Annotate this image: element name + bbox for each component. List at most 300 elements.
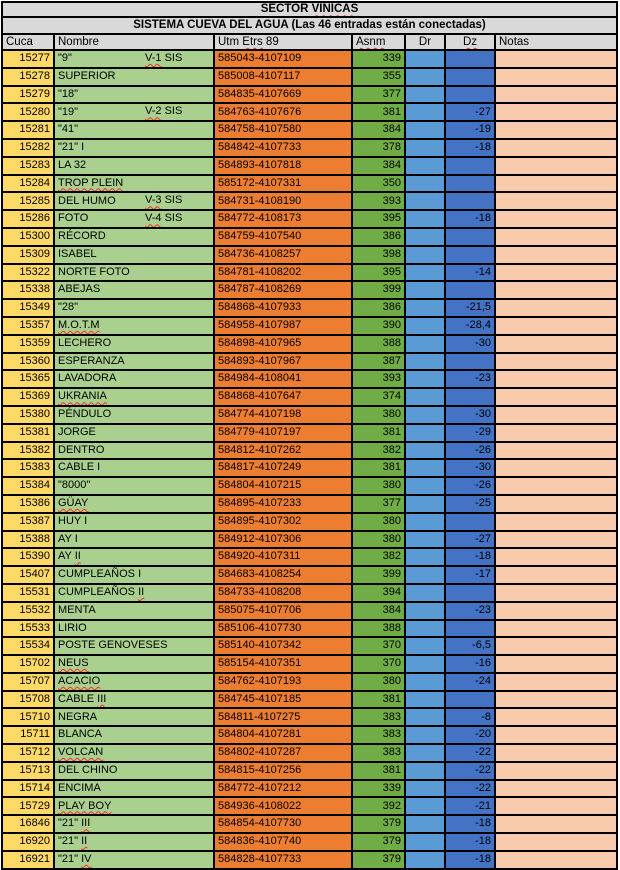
cell-notas bbox=[495, 548, 617, 566]
cell-dz bbox=[445, 246, 495, 264]
cell-asnm: 380 bbox=[352, 477, 405, 495]
cell-cuca: 15531 bbox=[2, 584, 54, 602]
cell-cuca: 15278 bbox=[2, 68, 54, 86]
cell-utm: 584868-4107933 bbox=[214, 299, 352, 317]
cell-dr bbox=[405, 228, 445, 246]
cell-dr bbox=[405, 797, 445, 815]
column-header-cuca: Cuca bbox=[2, 34, 54, 50]
cell-dr bbox=[405, 637, 445, 655]
cell-asnm: 387 bbox=[352, 353, 405, 371]
cell-cuca: 15309 bbox=[2, 246, 54, 264]
cell-notas bbox=[495, 175, 617, 193]
subtitle-row bbox=[2, 17, 617, 34]
cell-cuca: 15382 bbox=[2, 442, 54, 460]
cell-asnm: 384 bbox=[352, 121, 405, 139]
cell-nombre: DEL HUMO V-3 SIS bbox=[54, 192, 214, 210]
misspelling-squiggle: II bbox=[81, 835, 88, 848]
table-row bbox=[2, 566, 617, 584]
table-row bbox=[2, 86, 617, 104]
cell-utm: 584736-4108257 bbox=[214, 246, 352, 264]
cell-utm: 584804-4107215 bbox=[214, 477, 352, 495]
cell-dr bbox=[405, 708, 445, 726]
column-header-row bbox=[2, 34, 617, 50]
cell-nombre: "28" bbox=[54, 299, 214, 317]
cell-nombre: FOTO V-4 SIS bbox=[54, 210, 214, 228]
cell-dz: -27 bbox=[445, 103, 495, 121]
table-row bbox=[2, 388, 617, 406]
cell-asnm: 339 bbox=[352, 780, 405, 798]
cell-utm: 584984-4108041 bbox=[214, 370, 352, 388]
cell-dz bbox=[445, 584, 495, 602]
cell-cuca: 15381 bbox=[2, 424, 54, 442]
cell-dr bbox=[405, 833, 445, 851]
cell-dr bbox=[405, 815, 445, 833]
cell-nombre: AY I bbox=[54, 531, 214, 549]
cell-dr bbox=[405, 335, 445, 353]
cell-notas bbox=[495, 86, 617, 104]
cell-asnm: 395 bbox=[352, 210, 405, 228]
cell-dr bbox=[405, 495, 445, 513]
misspelling-squiggle: IV bbox=[81, 852, 92, 865]
cell-asnm: 382 bbox=[352, 442, 405, 460]
cell-cuca: 15712 bbox=[2, 744, 54, 762]
cell-notas bbox=[495, 210, 617, 228]
cell-dr bbox=[405, 210, 445, 228]
cell-nombre: SUPERIOR bbox=[54, 68, 214, 86]
cell-utm: 584759-4107540 bbox=[214, 228, 352, 246]
table-row bbox=[2, 281, 617, 299]
cell-dr bbox=[405, 86, 445, 104]
misspelling-squiggle: V-1 bbox=[145, 52, 162, 65]
column-header-dr: Dr bbox=[405, 34, 445, 50]
cell-asnm: 384 bbox=[352, 602, 405, 620]
misspelling-squiggle: Etrs bbox=[242, 35, 263, 48]
cell-asnm: 394 bbox=[352, 584, 405, 602]
cell-utm: 584893-4107967 bbox=[214, 353, 352, 371]
cell-cuca: 15390 bbox=[2, 548, 54, 566]
cell-utm: 584683-4108254 bbox=[214, 566, 352, 584]
table-row bbox=[2, 317, 617, 335]
cell-dz: -23 bbox=[445, 602, 495, 620]
cell-asnm: 381 bbox=[352, 691, 405, 709]
table-row bbox=[2, 157, 617, 175]
cell-dz: -21 bbox=[445, 797, 495, 815]
cell-notas bbox=[495, 566, 617, 584]
misspelling-squiggle: ACACIO bbox=[58, 675, 101, 688]
cell-nombre: "21" II bbox=[54, 833, 214, 851]
cell-cuca: 15357 bbox=[2, 317, 54, 335]
cell-dr bbox=[405, 353, 445, 371]
cell-notas bbox=[495, 317, 617, 335]
cell-utm: 584774-4107198 bbox=[214, 406, 352, 424]
cell-cuca: 15338 bbox=[2, 281, 54, 299]
cell-utm: 585008-4107117 bbox=[214, 68, 352, 86]
cell-asnm: 383 bbox=[352, 708, 405, 726]
cell-notas bbox=[495, 655, 617, 673]
table-row bbox=[2, 50, 617, 68]
cell-notas bbox=[495, 637, 617, 655]
cell-dr bbox=[405, 459, 445, 477]
cell-dr bbox=[405, 531, 445, 549]
cell-dr bbox=[405, 317, 445, 335]
cell-notas bbox=[495, 388, 617, 406]
cell-asnm: 380 bbox=[352, 406, 405, 424]
cell-cuca: 16846 bbox=[2, 815, 54, 833]
cell-notas bbox=[495, 68, 617, 86]
cell-cuca: 15283 bbox=[2, 157, 54, 175]
misspelling-squiggle: GÜAY bbox=[58, 497, 89, 510]
table-row bbox=[2, 655, 617, 673]
cell-asnm: 386 bbox=[352, 299, 405, 317]
table-row bbox=[2, 815, 617, 833]
cell-notas bbox=[495, 281, 617, 299]
cell-utm: 584895-4107233 bbox=[214, 495, 352, 513]
cell-asnm: 388 bbox=[352, 620, 405, 638]
cell-asnm: 395 bbox=[352, 264, 405, 282]
cell-utm: 584745-4107185 bbox=[214, 691, 352, 709]
cell-nombre: LAVADORA bbox=[54, 370, 214, 388]
cell-dr bbox=[405, 192, 445, 210]
cell-dz: -30 bbox=[445, 335, 495, 353]
table-row bbox=[2, 353, 617, 371]
cell-notas bbox=[495, 103, 617, 121]
cell-asnm: 377 bbox=[352, 495, 405, 513]
cell-dz: -18 bbox=[445, 210, 495, 228]
cell-utm: 584762-4107193 bbox=[214, 673, 352, 691]
cell-cuca: 15532 bbox=[2, 602, 54, 620]
cell-dr bbox=[405, 673, 445, 691]
cell-asnm: 393 bbox=[352, 192, 405, 210]
cell-notas bbox=[495, 513, 617, 531]
cell-cuca: 15322 bbox=[2, 264, 54, 282]
table-row bbox=[2, 584, 617, 602]
cell-cuca: 16921 bbox=[2, 851, 54, 869]
cell-dz: -22 bbox=[445, 744, 495, 762]
cell-dz: -19 bbox=[445, 121, 495, 139]
cell-dr bbox=[405, 584, 445, 602]
cell-notas bbox=[495, 602, 617, 620]
cell-asnm: 381 bbox=[352, 762, 405, 780]
cell-notas bbox=[495, 157, 617, 175]
cell-nombre: JORGE bbox=[54, 424, 214, 442]
table-row bbox=[2, 370, 617, 388]
cell-asnm: 379 bbox=[352, 815, 405, 833]
cell-nombre: BLANCA bbox=[54, 726, 214, 744]
cell-asnm: 370 bbox=[352, 655, 405, 673]
cell-notas bbox=[495, 691, 617, 709]
cell-dz: -21,5 bbox=[445, 299, 495, 317]
cell-dr bbox=[405, 406, 445, 424]
cell-nombre: LECHERO bbox=[54, 335, 214, 353]
cell-dz bbox=[445, 192, 495, 210]
cell-dr bbox=[405, 424, 445, 442]
cell-notas bbox=[495, 50, 617, 68]
cell-cuca: 15369 bbox=[2, 388, 54, 406]
misspelling-squiggle: V-4 bbox=[145, 212, 162, 225]
cell-utm: 584936-4108022 bbox=[214, 797, 352, 815]
cell-cuca: 15359 bbox=[2, 335, 54, 353]
cell-dz bbox=[445, 68, 495, 86]
cell-notas bbox=[495, 726, 617, 744]
cell-notas bbox=[495, 246, 617, 264]
cell-dz bbox=[445, 513, 495, 531]
cell-nombre: POSTE GENOVESES bbox=[54, 637, 214, 655]
cell-nombre: NORTE FOTO bbox=[54, 264, 214, 282]
cell-notas bbox=[495, 139, 617, 157]
table-row bbox=[2, 121, 617, 139]
cell-utm: 584842-4107733 bbox=[214, 139, 352, 157]
cell-utm: 584772-4108173 bbox=[214, 210, 352, 228]
cell-nombre: AY II bbox=[54, 548, 214, 566]
cell-dr bbox=[405, 566, 445, 584]
cell-nombre: CUMPLEAÑOS II bbox=[54, 584, 214, 602]
cell-dz bbox=[445, 691, 495, 709]
cell-utm: 584895-4107302 bbox=[214, 513, 352, 531]
cell-utm: 584836-4107740 bbox=[214, 833, 352, 851]
cell-utm: 584854-4107730 bbox=[214, 815, 352, 833]
cell-nombre: ABEJAS bbox=[54, 281, 214, 299]
misspelling-squiggle: Asnm bbox=[356, 35, 386, 48]
cell-dz bbox=[445, 620, 495, 638]
table-row bbox=[2, 726, 617, 744]
cell-dz bbox=[445, 388, 495, 406]
cell-dz: -18 bbox=[445, 833, 495, 851]
cell-dz: -25 bbox=[445, 495, 495, 513]
cell-nombre bbox=[54, 744, 214, 762]
misspelling-squiggle: II bbox=[74, 550, 81, 563]
table-row bbox=[2, 210, 617, 228]
cell-dr bbox=[405, 264, 445, 282]
cell-utm: 584815-4107256 bbox=[214, 762, 352, 780]
cell-cuca: 15279 bbox=[2, 86, 54, 104]
misspelling-squiggle: PLAY BOY bbox=[58, 799, 112, 812]
table-row bbox=[2, 797, 617, 815]
cell-asnm: 390 bbox=[352, 317, 405, 335]
cell-asnm: 383 bbox=[352, 744, 405, 762]
cell-dz bbox=[445, 86, 495, 104]
table-row bbox=[2, 139, 617, 157]
table-row bbox=[2, 264, 617, 282]
misspelling-squiggle: TROP PLEIN bbox=[58, 176, 124, 189]
cell-nombre: LA 32 bbox=[54, 157, 214, 175]
cell-nombre bbox=[54, 655, 214, 673]
table-row bbox=[2, 620, 617, 638]
cell-asnm: 374 bbox=[352, 388, 405, 406]
cell-notas bbox=[495, 531, 617, 549]
cell-nombre bbox=[54, 797, 214, 815]
table-row bbox=[2, 442, 617, 460]
cell-dz: -26 bbox=[445, 477, 495, 495]
cell-notas bbox=[495, 495, 617, 513]
cell-cuca: 15533 bbox=[2, 620, 54, 638]
cell-dz: -8 bbox=[445, 708, 495, 726]
cell-nombre bbox=[54, 317, 214, 335]
cell-notas bbox=[495, 780, 617, 798]
cell-dz: -17 bbox=[445, 566, 495, 584]
cell-nombre bbox=[54, 495, 214, 513]
cell-utm: 584817-4107249 bbox=[214, 459, 352, 477]
cell-nombre: CABLE III bbox=[54, 691, 214, 709]
cell-dr bbox=[405, 548, 445, 566]
cell-asnm: 386 bbox=[352, 228, 405, 246]
cell-cuca: 16920 bbox=[2, 833, 54, 851]
cell-cuca: 15711 bbox=[2, 726, 54, 744]
sistema-connection-label: V-3 SIS bbox=[145, 194, 183, 207]
cell-dz: -14 bbox=[445, 264, 495, 282]
cell-cuca: 15277 bbox=[2, 50, 54, 68]
cell-dr bbox=[405, 299, 445, 317]
misspelling-squiggle: VOLCAN bbox=[58, 746, 104, 759]
cell-utm: 584811-4107275 bbox=[214, 708, 352, 726]
cell-cuca: 15388 bbox=[2, 531, 54, 549]
cell-nombre: "21" IV bbox=[54, 851, 214, 869]
cell-notas bbox=[495, 353, 617, 371]
cell-utm: 584763-4107676 bbox=[214, 103, 352, 121]
misspelling-squiggle: V-3 bbox=[145, 194, 162, 207]
cell-asnm: 399 bbox=[352, 281, 405, 299]
cell-nombre: ESPERANZA bbox=[54, 353, 214, 371]
cell-utm: 584802-4107287 bbox=[214, 744, 352, 762]
cell-nombre: RÉCORD bbox=[54, 228, 214, 246]
table-row bbox=[2, 406, 617, 424]
cell-notas bbox=[495, 833, 617, 851]
cell-dz: -6,5 bbox=[445, 637, 495, 655]
cell-dr bbox=[405, 762, 445, 780]
cell-notas bbox=[495, 335, 617, 353]
table-row bbox=[2, 548, 617, 566]
cell-dz: -28,4 bbox=[445, 317, 495, 335]
cell-asnm: 381 bbox=[352, 103, 405, 121]
cell-dr bbox=[405, 281, 445, 299]
cell-dr bbox=[405, 157, 445, 175]
cell-nombre: LIRIO bbox=[54, 620, 214, 638]
cell-asnm: 381 bbox=[352, 424, 405, 442]
cell-nombre bbox=[54, 388, 214, 406]
table-row bbox=[2, 228, 617, 246]
column-header-dz bbox=[445, 34, 495, 50]
cell-cuca: 15300 bbox=[2, 228, 54, 246]
cell-nombre: PÉNDULO bbox=[54, 406, 214, 424]
cell-utm: 584733-4108208 bbox=[214, 584, 352, 602]
misspelling-squiggle: VIÑICAS bbox=[311, 3, 359, 16]
cell-dz: -26 bbox=[445, 442, 495, 460]
cell-asnm: 392 bbox=[352, 797, 405, 815]
system-subtitle: SISTEMA CUEVA DEL AGUA (Las 46 entradas están conectadas) bbox=[2, 17, 617, 34]
cell-utm: 584731-4108190 bbox=[214, 192, 352, 210]
cell-notas bbox=[495, 370, 617, 388]
cell-cuca: 15710 bbox=[2, 708, 54, 726]
cell-nombre: ENCIMA bbox=[54, 780, 214, 798]
cell-cuca: 15284 bbox=[2, 175, 54, 193]
cell-dz: -27 bbox=[445, 531, 495, 549]
table-row bbox=[2, 744, 617, 762]
cell-utm: 584772-4107212 bbox=[214, 780, 352, 798]
cell-utm: 585172-4107331 bbox=[214, 175, 352, 193]
cell-utm: 585075-4107706 bbox=[214, 602, 352, 620]
cell-dz bbox=[445, 50, 495, 68]
cell-dr bbox=[405, 620, 445, 638]
cell-dr bbox=[405, 655, 445, 673]
cell-asnm: 355 bbox=[352, 68, 405, 86]
cell-dz bbox=[445, 157, 495, 175]
cell-cuca: 15380 bbox=[2, 406, 54, 424]
cell-utm: 584912-4107306 bbox=[214, 531, 352, 549]
cell-dz bbox=[445, 353, 495, 371]
cell-utm: 584868-4107647 bbox=[214, 388, 352, 406]
cell-dr bbox=[405, 442, 445, 460]
cell-cuca: 15713 bbox=[2, 762, 54, 780]
cell-nombre: MENTA bbox=[54, 602, 214, 620]
cell-asnm: 380 bbox=[352, 513, 405, 531]
cell-utm: 584835-4107669 bbox=[214, 86, 352, 104]
cell-utm: 585106-4107730 bbox=[214, 620, 352, 638]
cell-asnm: 398 bbox=[352, 246, 405, 264]
cell-dr bbox=[405, 121, 445, 139]
cell-utm: 584804-4107281 bbox=[214, 726, 352, 744]
cell-dr bbox=[405, 780, 445, 798]
cell-nombre: "21" I bbox=[54, 139, 214, 157]
cell-dz bbox=[445, 228, 495, 246]
cell-cuca: 15407 bbox=[2, 566, 54, 584]
misspelling-squiggle: NEUS bbox=[58, 657, 89, 670]
cell-nombre: CABLE I bbox=[54, 459, 214, 477]
cell-nombre: "8000" bbox=[54, 477, 214, 495]
cell-asnm: 377 bbox=[352, 86, 405, 104]
cell-utm: 584920-4107311 bbox=[214, 548, 352, 566]
cell-asnm: 383 bbox=[352, 726, 405, 744]
cell-nombre bbox=[54, 175, 214, 193]
title-row bbox=[2, 2, 617, 17]
cell-cuca: 15384 bbox=[2, 477, 54, 495]
cell-dz: -29 bbox=[445, 424, 495, 442]
cell-nombre: "21" III bbox=[54, 815, 214, 833]
cell-asnm: 393 bbox=[352, 370, 405, 388]
cell-notas bbox=[495, 762, 617, 780]
cell-utm: 585043-4107109 bbox=[214, 50, 352, 68]
cell-asnm: 378 bbox=[352, 139, 405, 157]
cell-notas bbox=[495, 264, 617, 282]
cell-dr bbox=[405, 103, 445, 121]
cell-cuca: 15285 bbox=[2, 192, 54, 210]
cell-asnm: 370 bbox=[352, 637, 405, 655]
table-row bbox=[2, 175, 617, 193]
cell-dr bbox=[405, 691, 445, 709]
table-row bbox=[2, 299, 617, 317]
cell-nombre: NEGRA bbox=[54, 708, 214, 726]
table-row bbox=[2, 495, 617, 513]
cell-nombre: "41" bbox=[54, 121, 214, 139]
cell-asnm: 379 bbox=[352, 833, 405, 851]
cell-cuca: 15281 bbox=[2, 121, 54, 139]
misspelling-squiggle: III bbox=[97, 692, 107, 705]
cell-cuca: 15282 bbox=[2, 139, 54, 157]
table-row bbox=[2, 602, 617, 620]
cell-cuca: 15280 bbox=[2, 103, 54, 121]
table-row bbox=[2, 673, 617, 691]
cell-utm: 584893-4107818 bbox=[214, 157, 352, 175]
cell-nombre: "19" V-2 SIS bbox=[54, 103, 214, 121]
cell-utm: 584958-4107987 bbox=[214, 317, 352, 335]
cell-notas bbox=[495, 459, 617, 477]
cell-cuca: 15286 bbox=[2, 210, 54, 228]
cave-entrances-table bbox=[1, 1, 618, 870]
cell-notas bbox=[495, 299, 617, 317]
cell-dz: -18 bbox=[445, 139, 495, 157]
cell-utm: 585140-4107342 bbox=[214, 637, 352, 655]
cell-nombre: DEL CHINO bbox=[54, 762, 214, 780]
cell-utm: 584828-4107733 bbox=[214, 851, 352, 869]
table-row bbox=[2, 780, 617, 798]
